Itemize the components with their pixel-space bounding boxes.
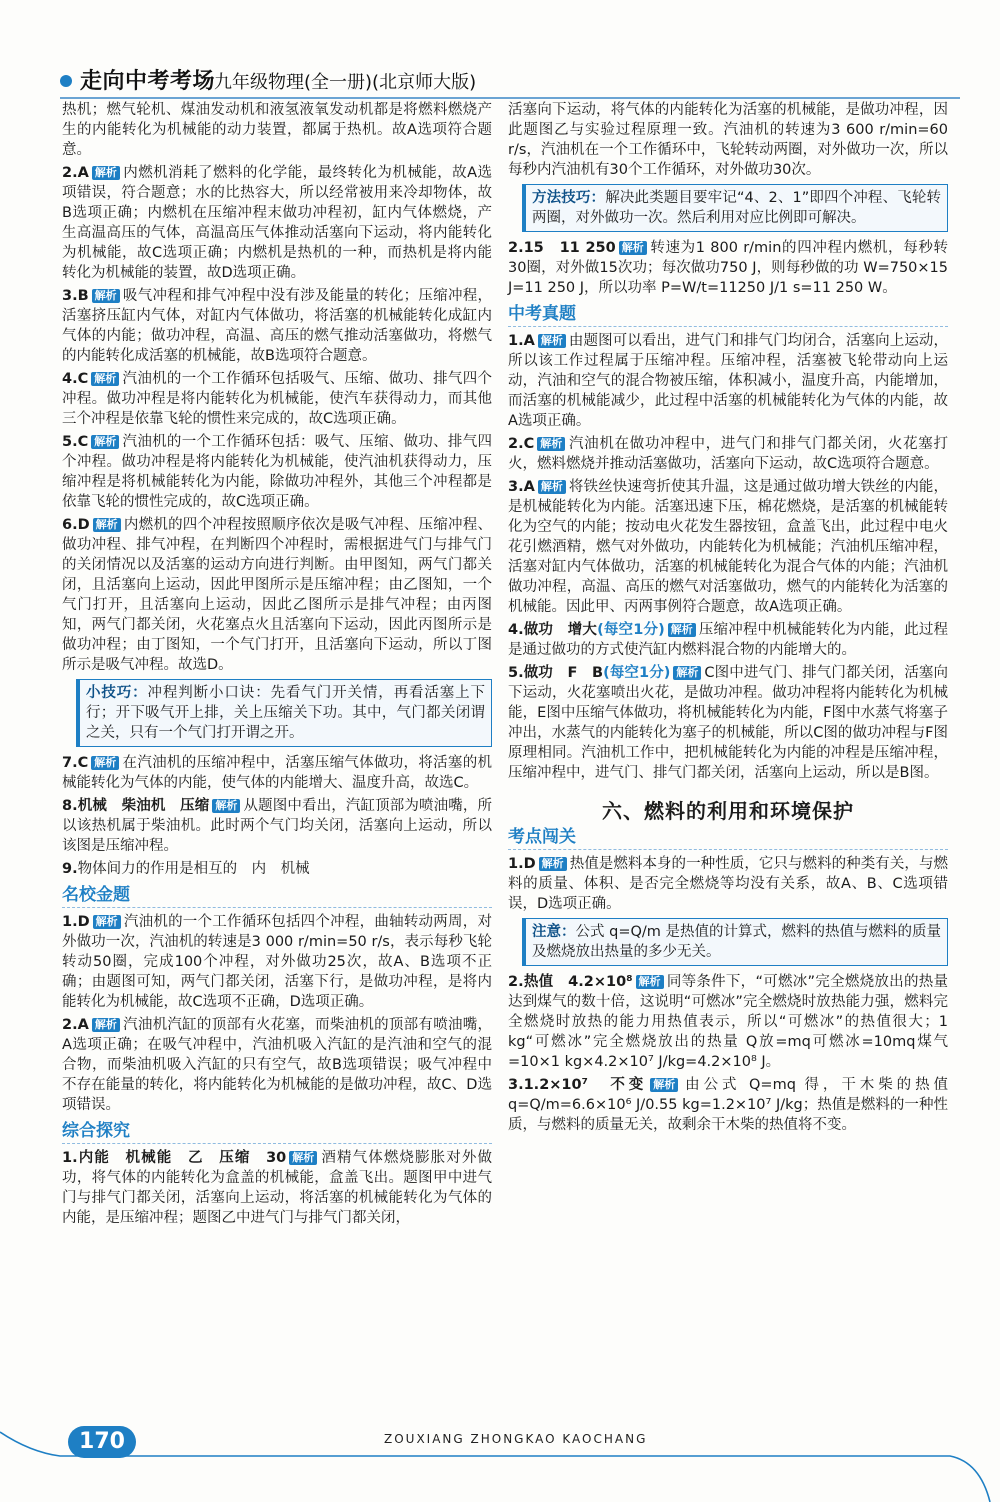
answer-item: 3.B 解析 吸气冲程和排气冲程中没有涉及能量的转化；压缩冲程，活塞挤压缸内气体，对缸内气体做功，将活塞的机械能转化成缸内气体的内能；做功冲程，高温、高压的燃气推动活塞做功，将燃气的内能转化成活塞的机械能，故B选项符合题意。 (62, 288, 492, 364)
header-dot-icon (60, 75, 72, 87)
right-column (508, 100, 948, 1138)
jiexi-badge: 解析 (93, 915, 121, 929)
answer-item: 2.热值 4.2×10⁸ 解析 同等条件下，“可燃冰”完全燃烧放出的热量达到煤气的数十倍，这说明“可燃冰”完全燃烧时放热能力强，燃料完全燃烧时放热的能力用热值表示，所以“可燃冰”的热值很大；1 kg“可燃冰”完全燃烧放出的热量 Q放=mq可燃冰=10mq煤气=10×1 kg×4.2×10⁷ J/kg=4.2×10⁸ J。 (508, 974, 948, 1070)
note-box: 注意：公式 q=Q/m 是热值的计算式，燃料的热值与燃料的质量及燃烧放出热量的多少无关。 (522, 918, 948, 966)
jiexi-badge: 解析 (92, 1018, 120, 1032)
left-intro: 热机；燃气轮机、煤油发动机和液氢液氧发动机都是将燃料燃烧产生的内能转化为机械能的动力装置，都属于热机。故A选项符合题意。 (62, 102, 492, 158)
header-rule (60, 97, 960, 99)
answer-item: 5.做功 F B(每空1分) 解析 C图中进气门、排气门都关闭，活塞向下运动，火花塞喷出火花，是做功冲程。做功冲程将内能转化为机械能，E图中压缩气体做功，将机械能转化为内能，F图中水蒸气将塞子冲出，水蒸气的内能转化为塞子的机械能，所以C图的做功冲程与F图原理相同。汽油机工作中，把机械能转化为内能的冲程是压缩冲程，压缩冲程中，进气门、排气门都关闭，活塞向上运动，所以是B图。 (508, 665, 949, 781)
right-intro: 活塞向下运动，将气体的内能转化为活塞的机械能，是做功冲程，因此题图乙与实验过程原理一致。汽油机的转速为3 600 r/min=60 r/s，汽油机在一个工作循环中，飞轮转动两圈，对外做功一次，所以每秒内汽油机有30个工作循环，对外做功30次。 (508, 102, 948, 178)
jiexi-badge: 解析 (636, 975, 664, 989)
answer-item: 3.A 解析 将铁丝快速弯折使其升温，这是通过做功增大铁丝的内能，是机械能转化为内能。活塞迅速下压，棉花燃烧，是活塞的机械能转化为空气的内能；按动电火花发生器按钮，盒盖飞出，此过程中电火花引燃酒精，燃气对外做功，内能转化为机械能；汽油机压缩冲程，活塞对缸内气体做功，活塞的机械能转化为混合气体的内能；汽油机做功冲程，高温、高压的燃气对活塞做功，燃气的内能转化为活塞的机械能。因此甲、丙两事例符合题意，故A选项正确。 (508, 479, 948, 615)
answer-item: 2.A 解析 内燃机消耗了燃料的化学能，最终转化为机械能，故A选项错误，符合题意；水的比热容大，所以经常被用来冷却物体，故B选项正确；内燃机在压缩冲程末做功冲程初，缸内气体燃烧，产生高温高压的气体，高温高压气体推动活塞向下运动，将内能转化为机械能，故C选项正确；内燃机是热机的一种，而热机是将内能转化为机械能的装置，故D选项正确。 (62, 165, 492, 281)
answer-item: 4.做功 增大(每空1分) 解析 压缩冲程中机械能转化为内能，此过程是通过做功的方式使汽缸内燃料混合物的内能增大的。 (508, 622, 948, 658)
answer-item: 2.A 解析 汽油机汽缸的顶部有火花塞，而柴油机的顶部有喷油嘴，A选项正确；在吸气冲程中，汽油机吸入汽缸的是汽油和空气的混合物，而柴油机吸入汽缸的只有空气，故B选项错误；吸气冲程中不存在能量的转化，将内能转化为机械能的是做功冲程，故C、D选项错误。 (62, 1017, 492, 1113)
answer-item: 6.D 解析 内燃机的四个冲程按照顺序依次是吸气冲程、压缩冲程、做功冲程、排气冲程，在判断四个冲程时，需根据进气门与排气门的关闭情况以及活塞的运动方向进行判断。由甲图知，两气门都关闭，且活塞向上运动，因此甲图所示是压缩冲程；由乙图知，一个气门打开，且活塞向上运动，因此乙图所示是排气冲程；由丙图知，两气门都关闭，火花塞点火且活塞向下运动，因此丙图所示是做功冲程；由丁图知，一个气门打开，且活塞向下运动，所以丁图所示是吸气冲程。故选D。 (62, 517, 492, 673)
answer-item: 1.A 解析 由题图可以看出，进气门和排气门均闭合，活塞向上运动，所以该工作过程属于压缩冲程。压缩冲程，活塞被飞轮带动向上运动，汽油和空气的混合物被压缩，体积减小，温度升高，内能增加，而活塞的机械能减少，此过程中活塞的机械能转化为气体的内能，故A选项正确。 (508, 333, 948, 429)
chapter-title: 六、燃料的利用和环境保护 (602, 799, 854, 823)
jiexi-badge: 解析 (619, 241, 647, 255)
left-column (62, 100, 492, 1231)
jiexi-badge: 解析 (91, 435, 119, 449)
tip-box: 小技巧：冲程判断小口诀：先看气门开关情，再看活塞上下行；开下吸气开上排，关上压缩关下功。其中，气门都关闭谓之关，只有一个气门打开谓之开。 (76, 679, 492, 747)
jiexi-badge: 解析 (538, 334, 566, 348)
book-subtitle: 九年级物理(全一册)(北京师大版) (214, 72, 477, 93)
section-heading: 中考真题 (508, 304, 948, 327)
answer-item: 2.C 解析 汽油机在做功冲程中，进气门和排气门都关闭，火花塞打火，燃料燃烧并推动活塞做功，活塞向下运动，故C选项符合题意。 (508, 436, 948, 472)
jiexi-badge: 解析 (91, 372, 119, 386)
footer-curve (0, 1412, 1000, 1502)
jiexi-badge: 解析 (539, 857, 567, 871)
jiexi-badge: 解析 (289, 1151, 317, 1165)
jiexi-badge: 解析 (93, 518, 121, 532)
answer-item: 7.C 解析 在汽油机的压缩冲程中，活塞压缩气体做功，将活塞的机械能转化为气体的内能，使气体的内能增大、温度升高，故选C。 (62, 755, 492, 791)
page-number: 170 (68, 1426, 136, 1458)
answer-item: 1.D 解析 汽油机的一个工作循环包括四个冲程，曲轴转动两周，对外做功一次，汽油机的转速是3 000 r/min=50 r/s，表示每秒飞轮转动50圈，完成100个冲程，对外做功25次，故A、B选项不正确；由题图可知，两气门都关闭，活塞下行，是做功冲程，是将内能转化为机械能，故C选项不正确，D选项正确。 (62, 914, 492, 1010)
answer-item: 5.C 解析 汽油机的一个工作循环包括：吸气、压缩、做功、排气四个冲程。做功冲程是将内能转化为机械能，使汽油机获得动力，压缩冲程是将机械能转化为内能，除做功冲程外，其他三个冲程都是依靠飞轮的惯性完成的，故C选项正确。 (62, 434, 492, 510)
jiexi-badge: 解析 (650, 1078, 678, 1092)
answer-item: 2.15 11 250 解析 转速为1 800 r/min的四冲程内燃机，每秒转30圈，对外做15次功；每次做功750 J，则每秒做的功 W=750×15 J=11 250 J，所以功率 P=W/t=11250 J/1 s=11 250 W。 (508, 240, 948, 296)
jiexi-badge: 解析 (91, 756, 119, 770)
answer-item: 8.机械 柴油机 压缩 解析 从题图中看出，汽缸顶部为喷油嘴，所以该热机属于柴油机。此时两个气门均关闭，活塞向上运动，所以该图是压缩冲程。 (62, 798, 492, 854)
answer-item: 1.内能 机械能 乙 压缩 30 解析 酒精气体燃烧膨胀对外做功，将气体的内能转化为盒盖的机械能，盒盖飞出。题图甲中进气门与排气门都关闭，活塞向上运动，将活塞的机械能转化为气体的内能，是压缩冲程；题图乙中进气门与排气门都关闭， (62, 1150, 492, 1226)
jiexi-badge: 解析 (92, 289, 120, 303)
answer-item: 1.D 解析 热值是燃料本身的一种性质，它只与燃料的种类有关，与燃料的质量、体积、是否完全燃烧等均没有关系，故A、B、C选项错误，D选项正确。 (508, 856, 948, 912)
jiexi-badge: 解析 (673, 666, 701, 680)
jiexi-badge: 解析 (212, 799, 240, 813)
jiexi-badge: 解析 (668, 623, 696, 637)
answer-item: 4.C 解析 汽油机的一个工作循环包括吸气、压缩、做功、排气四个冲程。做功冲程是将内能转化为机械能，使汽车获得动力，而其他三个冲程是依靠飞轮的惯性来完成的，故C选项正确。 (62, 371, 492, 427)
jiexi-badge: 解析 (538, 480, 566, 494)
section-heading: 考点闯关 (508, 827, 948, 850)
jiexi-badge: 解析 (537, 437, 565, 451)
section-heading: 名校金题 (62, 885, 492, 908)
answer-item: 9.物体间力的作用是相互的 内 机械 (62, 861, 310, 877)
footer-pinyin: ZOUXIANG ZHONGKAO KAOCHANG (384, 1432, 648, 1446)
method-box: 方法技巧：解决此类题目要牢记“4、2、1”即四个冲程、飞轮转两圈，对外做功一次。然后利用对应比例即可解决。 (522, 184, 948, 232)
section-heading: 综合探究 (62, 1121, 492, 1144)
answer-item: 3.1.2×10⁷ 不变 解析 由公式 Q=mq 得，干木柴的热值 q=Q/m=6.6×10⁶ J/0.55 kg=1.2×10⁷ J/kg；热值是燃料的一种性质，与燃料的质量无关，故剩余干木柴的热值将不变。 (508, 1077, 949, 1133)
book-title: 走向中考考场 (80, 68, 216, 94)
jiexi-badge: 解析 (92, 166, 120, 180)
